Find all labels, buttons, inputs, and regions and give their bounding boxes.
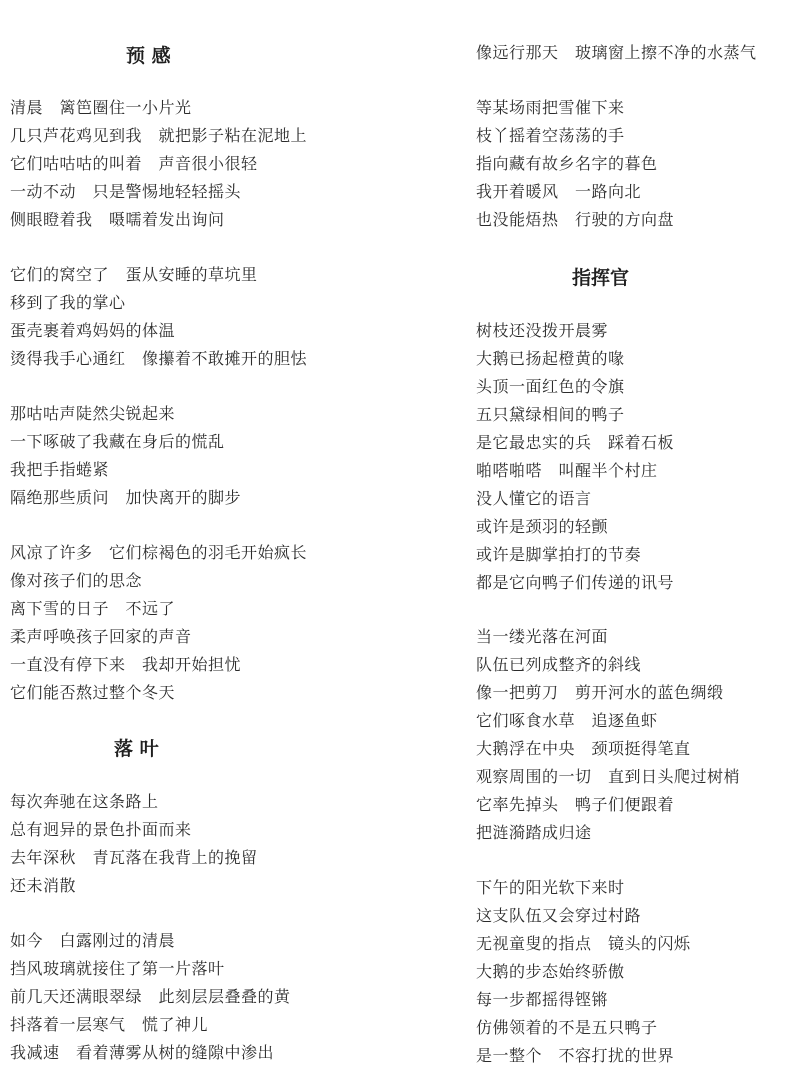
poem-line: 无视童叟的指点 镜头的闪烁 bbox=[476, 934, 691, 953]
poem-line: 还未消散 bbox=[10, 876, 77, 895]
poem-line: 我减速 看着薄雾从树的缝隙中渗出 bbox=[10, 1043, 275, 1062]
poem-line: 一直没有停下来 我却开始担忧 bbox=[10, 655, 242, 674]
poem-line: 像一把剪刀 剪开河水的蓝色绸缎 bbox=[476, 683, 724, 702]
poem-line: 也没能焐热 行驶的方向盘 bbox=[476, 210, 675, 229]
poem-line: 把涟漪踏成归途 bbox=[476, 823, 592, 842]
poem-line: 队伍已列成整齐的斜线 bbox=[476, 655, 642, 674]
poem-line: 大鹅浮在中央 颈项挺得笔直 bbox=[476, 739, 691, 758]
poem-line: 每一步都摇得铿锵 bbox=[476, 990, 609, 1009]
poem-line: 这支队伍又会穿过村路 bbox=[476, 906, 642, 925]
poem-line: 蛋壳裹着鸡妈妈的体温 bbox=[10, 321, 176, 340]
poem-line: 侧眼瞪着我 嗫嚅着发出询问 bbox=[10, 210, 225, 229]
poem-line: 隔绝那些质问 加快离开的脚步 bbox=[10, 488, 242, 507]
poem-line: 它们咕咕咕的叫着 声音很小很轻 bbox=[10, 154, 258, 173]
poem-line: 头顶一面红色的令旗 bbox=[476, 377, 625, 396]
poem-line: 离下雪的日子 不远了 bbox=[10, 599, 176, 618]
poem-line: 它率先掉头 鸭子们便跟着 bbox=[476, 795, 675, 814]
poem-line: 它们啄食水草 追逐鱼虾 bbox=[476, 711, 658, 730]
poem-line: 抖落着一层寒气 慌了神儿 bbox=[10, 1015, 209, 1034]
poem-title-zhihuiguan: 指挥官 bbox=[572, 267, 630, 289]
poem-line: 几只芦花鸡见到我 就把影子粘在泥地上 bbox=[10, 126, 308, 145]
poem-line: 总有迥异的景色扑面而来 bbox=[10, 820, 192, 839]
poem-line: 是它最忠实的兵 踩着石板 bbox=[476, 433, 675, 452]
poem-line: 都是它向鸭子们传递的讯号 bbox=[476, 573, 675, 592]
poem-line: 枝丫摇着空荡荡的手 bbox=[476, 126, 625, 145]
poem-line: 像对孩子们的思念 bbox=[10, 571, 143, 590]
poem-line: 一动不动 只是警惕地轻轻摇头 bbox=[10, 182, 242, 201]
poem-line: 每次奔驰在这条路上 bbox=[10, 792, 159, 811]
poem-line: 去年深秋 青瓦落在我背上的挽留 bbox=[10, 848, 258, 867]
poem-line: 我把手指蜷紧 bbox=[10, 460, 110, 479]
poem-line: 那咕咕声陡然尖锐起来 bbox=[10, 404, 176, 423]
poem-line: 树枝还没拨开晨雾 bbox=[476, 321, 609, 340]
poem-line: 没人懂它的语言 bbox=[476, 489, 592, 508]
poem-line: 清晨 篱笆圈住一小片光 bbox=[10, 98, 192, 117]
poem-line: 它们的窝空了 蛋从安睡的草坑里 bbox=[10, 265, 258, 284]
poem-line: 或许是颈羽的轻颤 bbox=[476, 517, 609, 536]
poem-line: 柔声呼唤孩子回家的声音 bbox=[10, 627, 192, 646]
poem-line: 是一整个 不容打扰的世界 bbox=[476, 1046, 675, 1065]
poem-line: 如今 白露刚过的清晨 bbox=[10, 931, 176, 950]
poem-line: 啪嗒啪嗒 叫醒半个村庄 bbox=[476, 461, 658, 480]
poem-line: 挡风玻璃就接住了第一片落叶 bbox=[10, 959, 225, 978]
poem-title-luoye: 落 叶 bbox=[114, 738, 159, 760]
poem-line: 前几天还满眼翠绿 此刻层层叠叠的黄 bbox=[10, 987, 291, 1006]
poem-line: 指向藏有故乡名字的暮色 bbox=[476, 154, 658, 173]
poem-line: 仿佛领着的不是五只鸭子 bbox=[476, 1018, 658, 1037]
poem-line: 当一缕光落在河面 bbox=[476, 627, 609, 646]
poem-line: 烫得我手心通红 像攥着不敢摊开的胆怯 bbox=[10, 349, 308, 368]
poem-line: 我开着暖风 一路向北 bbox=[476, 182, 642, 201]
poem-line: 五只黛绿相间的鸭子 bbox=[476, 405, 625, 424]
poem-line: 风凉了许多 它们棕褐色的羽毛开始疯长 bbox=[10, 543, 308, 562]
poem-line: 移到了我的掌心 bbox=[10, 293, 126, 312]
poem-line: 等某场雨把雪催下来 bbox=[476, 98, 625, 117]
poem-line: 大鹅已扬起橙黄的喙 bbox=[476, 349, 625, 368]
poem-line: 观察周围的一切 直到日头爬过树梢 bbox=[476, 767, 741, 786]
poem-line: 下午的阳光软下来时 bbox=[476, 878, 625, 897]
poem-line: 一下啄破了我藏在身后的慌乱 bbox=[10, 432, 225, 451]
poem-line: 或许是脚掌拍打的节奏 bbox=[476, 545, 642, 564]
poem-line: 它们能否熬过整个冬天 bbox=[10, 683, 176, 702]
poem-title-yugan: 预 感 bbox=[126, 45, 171, 67]
poem-line: 像远行那天 玻璃窗上擦不净的水蒸气 bbox=[476, 43, 757, 62]
poem-line: 大鹅的步态始终骄傲 bbox=[476, 962, 625, 981]
